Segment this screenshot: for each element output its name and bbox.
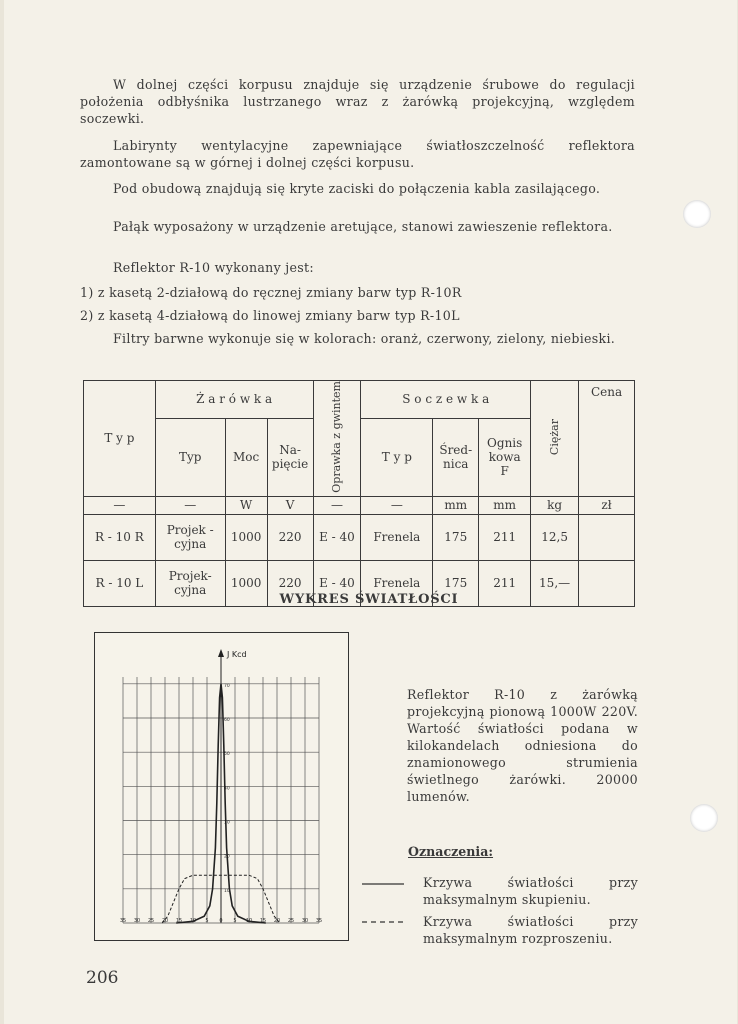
header-srednica: Śred- nica [433, 418, 479, 496]
x-tick-label: 15 [259, 918, 267, 924]
cell-ogniskowa: 211 [479, 560, 531, 606]
header-typ: T y p [84, 381, 156, 497]
x-tick-label: 30 [301, 918, 309, 924]
header-soczewka: S o c z e w k a [361, 381, 531, 419]
unit-cell: mm [433, 496, 479, 514]
chart-title: WYKRES ŚWIATŁOŚCI [279, 592, 459, 607]
x-tick-label: 5 [233, 918, 237, 924]
unit-cell: kg [531, 496, 579, 514]
list-item-1: 1) z kasetą 2-działową do ręcznej zmiany barw typ R-10R [80, 285, 462, 300]
intensity-chart [95, 633, 348, 940]
cell-zarowka-typ: Projek - cyjna [155, 514, 225, 560]
legend-lines [360, 876, 410, 936]
x-tick-label: 0 [219, 918, 223, 924]
unit-cell: V [267, 496, 313, 514]
cell-ogniskowa: 211 [479, 514, 531, 560]
chart-description: Reflektor R-10 z żarówką projekcyjną pionową 1000W 220V. Wartość światłości podana w kilokandelach odniesiona do znamionowego strumienia świetlnego żarówki. 20000 lumenów. [407, 687, 638, 804]
cell-soczewka-typ: Frenela [361, 560, 433, 606]
x-tick-label: 35 [119, 918, 127, 924]
header-soczewka-typ: T y p [361, 418, 433, 496]
unit-cell: mm [479, 496, 531, 514]
header-oprawka: Oprawka z gwintem [313, 381, 361, 497]
unit-cell: — [313, 496, 361, 514]
y-tick-label: 30 [224, 820, 230, 826]
cell-moc: 1000 [225, 560, 267, 606]
x-tick-label: 25 [147, 918, 155, 924]
unit-cell: — [361, 496, 433, 514]
paragraph-1: W dolnej części korpusu znajduje się urządzenie śrubowe do regulacji położenia odbłyśnika lustrzanego wraz z żarówką projekcyjną, względem soczewki. [80, 77, 635, 126]
cell-oprawka: E - 40 [313, 514, 361, 560]
y-tick-label: 10 [224, 888, 230, 894]
y-tick-label: 40 [224, 786, 230, 792]
table-row [84, 514, 635, 560]
paragraph-3: Pod obudową znajdują się kryte zaciski do połączenia kabla zasilającego. [113, 181, 601, 196]
cell-typ: R - 10 R [84, 514, 156, 560]
header-ogniskowa: Ognis kowa F [479, 418, 531, 496]
cell-moc: 1000 [225, 514, 267, 560]
x-tick-label: 20 [161, 918, 169, 924]
cell-srednica: 175 [433, 514, 479, 560]
cell-soczewka-typ: Frenela [361, 514, 433, 560]
header-zarowka-typ: Typ [155, 418, 225, 496]
cell-ciezar: 12,5 [531, 514, 579, 560]
unit-cell: W [225, 496, 267, 514]
cell-napiecie: 220 [267, 560, 313, 606]
paragraph-5: Reflektor R-10 wykonany jest: [113, 260, 314, 275]
page-number: 206 [86, 968, 119, 988]
paragraph-2: Labirynty wentylacyjne zapewniające światłoszczelność reflektora zamontowane są w górnej i dolnej części korpusu. [80, 138, 635, 170]
header-moc: Moc [225, 418, 267, 496]
filters-paragraph: Filtry barwne wykonuje się w kolorach: oranż, czerwony, zielony, niebieski. [113, 331, 616, 346]
y-axis-arrow [218, 649, 224, 657]
header-napiecie: Na- pięcie [267, 418, 313, 496]
spec-table [83, 380, 635, 607]
x-tick-label: 20 [273, 918, 281, 924]
x-tick-label: 5 [205, 918, 209, 924]
unit-cell: — [155, 496, 225, 514]
cell-srednica: 175 [433, 560, 479, 606]
legend-dashed-text: Krzywa światłości przy maksymalnym rozproszeniu. [423, 914, 638, 946]
x-tick-label: 35 [315, 918, 323, 924]
unit-cell: — [84, 496, 156, 514]
y-tick-label: 70 [224, 683, 230, 689]
cell-napiecie: 220 [267, 514, 313, 560]
y-axis-label: J Kcd [227, 650, 247, 659]
paragraph-4: Pałąk wyposażony w urządzenie aretujące, stanowi zawieszenie reflektora. [113, 219, 613, 234]
x-tick-label: 15 [175, 918, 183, 924]
chart-box [94, 632, 349, 941]
y-tick-label: 50 [224, 752, 230, 758]
punch-hole-bottom [690, 804, 718, 832]
cell-typ: R - 10 L [84, 560, 156, 606]
punch-hole-top [683, 200, 711, 228]
cell-oprawka: E - 40 [313, 560, 361, 606]
cell-ciezar: 15,— [531, 560, 579, 606]
header-zarowka: Ż a r ó w k a [155, 381, 313, 419]
units-row [84, 496, 635, 514]
cell-zarowka-typ: Projek- cyjna [155, 560, 225, 606]
y-tick-label: 20 [224, 854, 230, 860]
cell-cena [579, 514, 635, 560]
legend-solid-text: Krzywa światłości przy maksymalnym skupieniu. [423, 875, 638, 907]
y-tick-label: 60 [224, 718, 230, 723]
header-cena: Cena [579, 381, 635, 497]
unit-cell: zł [579, 496, 635, 514]
x-tick-label: 10 [189, 918, 197, 924]
header-ciezar: Ciężar [531, 381, 579, 497]
list-item-2: 2) z kasetą 4-działową do linowej zmiany barw typ R-10L [80, 308, 460, 323]
x-tick-label: 25 [287, 918, 295, 924]
legend-title: Oznaczenia: [408, 844, 494, 859]
x-tick-label: 30 [133, 918, 141, 924]
x-tick-label: 10 [245, 918, 253, 924]
